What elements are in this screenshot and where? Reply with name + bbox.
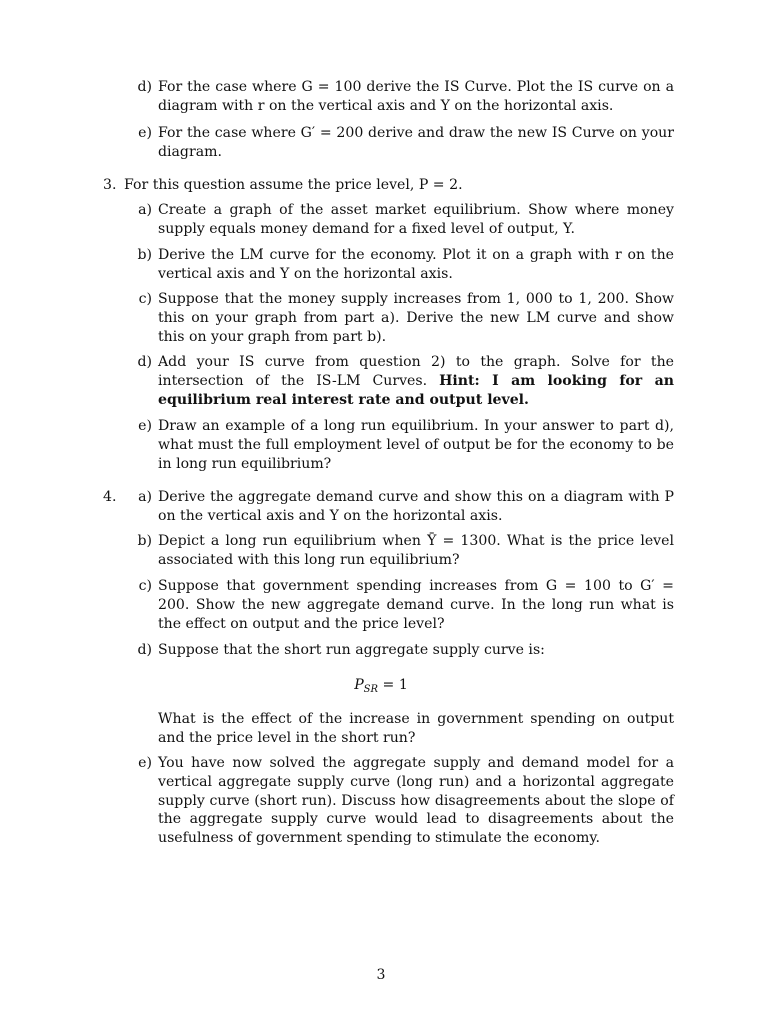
q3-a-text: Create a graph of the asset market equilibrium. Show where money supply equals money demand for a fixed level of output, Y. [158, 202, 674, 237]
q3-c-text: Suppose that the money supply increases from 1, 000 to 1, 200. Show this on your graph from part a). Derive the new LM curve and show this on your graph from part b). [158, 291, 674, 345]
q4-b-label: b) [137, 533, 152, 549]
equation-rest: = 1 [378, 677, 408, 693]
equation-subscript: SR [363, 684, 379, 695]
q4-d-equation [0, 676, 762, 700]
q4-d-text: Suppose that the short run aggregate supply curve is: [158, 642, 545, 658]
q2-d-label: d) [137, 79, 152, 95]
q3-d-body [158, 353, 674, 409]
q4-d-label: d) [137, 642, 152, 658]
q4-a-text: Derive the aggregate demand curve and show this on a diagram with P on the vertical axis and Y on the horizontal axis. [158, 489, 674, 524]
q3-number: 3. [103, 177, 117, 193]
q3-d-hint: Hint: I am looking for an equilibrium real interest rate and output level. [158, 372, 674, 408]
q3-e-text: Draw an example of a long run equilibrium. In your answer to part d), what must the full employment level of output be for the economy to be in long run equilibrium? [158, 418, 674, 472]
q3-a-label: a) [138, 202, 152, 218]
q4-c-label: c) [138, 578, 152, 594]
equation-var: P [354, 677, 364, 693]
page-number: 3 [376, 967, 386, 983]
q3-d-label: d) [137, 354, 152, 370]
q4-c-text: Suppose that government spending increases from G = 100 to G′ = 200. Show the new aggregate demand curve. In the long run what is the effect on output and the price level? [158, 578, 674, 632]
q4-a-label: a) [138, 489, 152, 505]
q3-c-label: c) [138, 291, 152, 307]
q4-e-label: e) [138, 755, 152, 771]
q3-intro: For this question assume the price level, P = 2. [124, 177, 463, 193]
q3-d-text: Add your IS curve from question 2) to the graph. Solve for the intersection of the IS-LM Curves. [158, 354, 674, 389]
q3-e-label: e) [138, 418, 152, 434]
q4-number: 4. [103, 489, 117, 505]
q4-b-text: Depict a long run equilibrium when Ȳ = 1300. What is the price level associated with this long run equilibrium? [158, 533, 674, 568]
q3-b-label: b) [137, 247, 152, 263]
q4-d-followup: What is the effect of the increase in government spending on output and the price level in the short run? [158, 711, 674, 746]
q2-e-label: e) [138, 125, 152, 141]
q2-d-text: For the case where G = 100 derive the IS Curve. Plot the IS curve on a diagram with r on the vertical axis and Y on the horizontal axis. [158, 79, 674, 114]
q2-e-text: For the case where G′ = 200 derive and draw the new IS Curve on your diagram. [158, 125, 674, 160]
q3-b-text: Derive the LM curve for the economy. Plot it on a graph with r on the vertical axis and Y on the horizontal axis. [158, 247, 674, 282]
q4-e-text: You have now solved the aggregate supply and demand model for a vertical aggregate supply curve (long run) and a horizontal aggregate supply curve (short run). Discuss how disagreements about the slope of the aggregate supply curve would lead to disagreements about the usefulness of government spending to stimulate the economy. [158, 755, 674, 847]
